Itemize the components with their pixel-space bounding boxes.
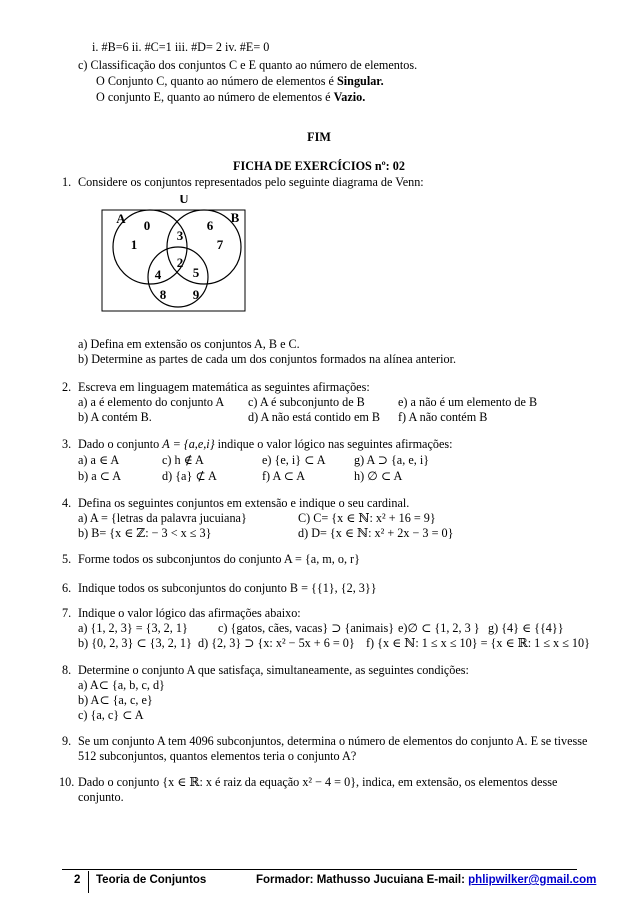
label-a: A [116, 211, 126, 226]
sheet-title: FICHA DE EXERCÍCIOS nº: 02 [233, 159, 405, 173]
q6-number: 6. [62, 581, 72, 595]
q1-number: 1. [62, 175, 72, 189]
q4-item-b: b) B= {x ∈ ℤ: − 3 < x ≤ 3} [78, 526, 212, 540]
answer-c-line2: O conjunto E, quanto ao número de elementos é Vazio. [96, 90, 366, 104]
q7-item-b: b) {0, 2, 3} ⊂ {3, 2, 1} [78, 636, 192, 650]
q4-number: 4. [62, 496, 72, 510]
end-marker: FIM [307, 130, 331, 144]
q9-line1: Se um conjunto A tem 4096 subconjuntos, determina o número de elementos do conjunto A. E se tivesse [78, 734, 588, 748]
q7-item-c: c) {gatos, cães, vacas} ⊃ {animais} [218, 621, 395, 635]
q1-item-b: b) Determine as partes de cada um dos conjuntos formados na alínea anterior. [78, 352, 457, 366]
email-link[interactable]: phlipwilker@gmail.com [468, 874, 597, 886]
venn-value-7: 7 [216, 237, 224, 252]
q10-line2: conjunto. [78, 790, 124, 804]
q2-item-c: c) A é subconjunto de B [248, 395, 365, 409]
q1-item-a: a) Defina em extensão os conjuntos A, B e C. [78, 337, 300, 351]
q10-line1: Dado o conjunto {x ∈ ℝ: x é raiz da equação x² − 4 = 0}, indica, em extensão, os elementos desse [78, 775, 558, 789]
q3-text: Dado o conjunto A = {a,e,i} indique o valor lógico nas seguintes afirmações: [78, 437, 453, 451]
q7-item-f: f) {x ∈ ℕ: 1 ≤ x ≤ 10} = {x ∈ ℝ: 1 ≤ x ≤ 10} [366, 636, 590, 650]
venn-value-3: 3 [176, 228, 184, 243]
q2-item-a: a) a é elemento do conjunto A [78, 395, 225, 409]
q3-item-e: e) {e, i} ⊂ A [262, 453, 326, 467]
q3-item-a: a) a ∈ A [78, 453, 120, 467]
footer-rule [62, 869, 577, 870]
q9-number: 9. [62, 734, 72, 748]
page-number: 2 [74, 874, 81, 886]
q7-item-d: d) {2, 3} ⊃ {x: x² − 5x + 6 = 0} [198, 636, 355, 650]
q2-item-b: b) A contém B. [78, 410, 152, 424]
q2-number: 2. [62, 380, 72, 394]
q1-text: Considere os conjuntos representados pelo seguinte diagrama de Venn: [78, 175, 424, 189]
venn-value-1: 1 [130, 237, 138, 252]
q4-item-d: d) D= {x ∈ ℕ: x² + 2x − 3 = 0} [298, 526, 454, 540]
q9-line2: 512 subconjuntos, quantos elementos teria o conjunto A? [78, 749, 357, 763]
footer-author: Formador: Mathusso Jucuiana E-mail: phlipwilker@gmail.com [256, 874, 597, 886]
q3-item-g: g) A ⊃ {a, e, i} [354, 453, 430, 467]
q2-item-e: e) a não é um elemento de B [398, 395, 538, 409]
q5-number: 5. [62, 552, 72, 566]
footer-topic: Teoria de Conjuntos [96, 874, 207, 886]
q2-item-f: f) A não contém B [398, 410, 488, 424]
q8-text: Determine o conjunto A que satisfaça, simultaneamente, as seguintes condições: [78, 663, 469, 677]
q7-item-e: e)∅ ⊂ {1, 2, 3 } [398, 621, 480, 635]
q3-item-d: d) {a} ⊄ A [162, 469, 217, 483]
label-b: B [230, 210, 240, 225]
q7-item-a: a) {1, 2, 3} = {3, 2, 1} [78, 621, 188, 635]
venn-value-8: 8 [159, 287, 167, 302]
q8-item-a: a) A⊂ {a, b, c, d} [78, 678, 165, 692]
q5-text: Forme todos os subconjuntos do conjunto A = {a, m, o, r} [78, 552, 360, 566]
q8-item-c: c) {a, c} ⊂ A [78, 708, 144, 722]
q3-number: 3. [62, 437, 72, 451]
footer-separator [88, 871, 89, 893]
venn-diagram [100, 195, 260, 313]
q3-item-f: f) A ⊂ A [262, 469, 306, 483]
q7-number: 7. [62, 606, 72, 620]
venn-value-0: 0 [143, 218, 151, 233]
previous-answers-line: i. #B=6 ii. #C=1 iii. #D= 2 iv. #E= 0 [92, 40, 270, 54]
q2-text: Escreva em linguagem matemática as seguintes afirmações: [78, 380, 370, 394]
q7-item-g: g) {4} ∈ {{4}} [488, 621, 564, 635]
venn-value-5: 5 [192, 265, 200, 280]
q4-item-a: a) A = {letras da palavra jucuiana} [78, 511, 247, 525]
q3-item-b: b) a ⊂ A [78, 469, 122, 483]
q7-text: Indique o valor lógico das afirmações abaixo: [78, 606, 301, 620]
q3-item-h: h) ∅ ⊂ A [354, 469, 403, 483]
q4-item-c: C) C= {x ∈ ℕ: x² + 16 = 9} [298, 511, 436, 525]
q8-number: 8. [62, 663, 72, 677]
q8-item-b: b) A⊂ {a, c, e} [78, 693, 153, 707]
q6-text: Indique todos os subconjuntos do conjunto B = {{1}, {2, 3}} [78, 581, 377, 595]
venn-value-4: 4 [154, 267, 162, 282]
venn-value-9: 9 [192, 287, 200, 302]
q2-item-d: d) A não está contido em B [248, 410, 381, 424]
q10-number: 10. [59, 775, 75, 789]
answer-c-line1: O Conjunto C, quanto ao número de elementos é Singular. [96, 74, 384, 88]
q3-item-c: c) h ∉ A [162, 453, 204, 467]
venn-value-6: 6 [206, 218, 214, 233]
item-c: c) Classificação dos conjuntos C e E quanto ao número de elementos. [78, 58, 418, 72]
q4-text: Defina os seguintes conjuntos em extensão e indique o seu cardinal. [78, 496, 410, 510]
venn-value-2: 2 [176, 255, 184, 270]
label-universe: U [179, 195, 189, 206]
